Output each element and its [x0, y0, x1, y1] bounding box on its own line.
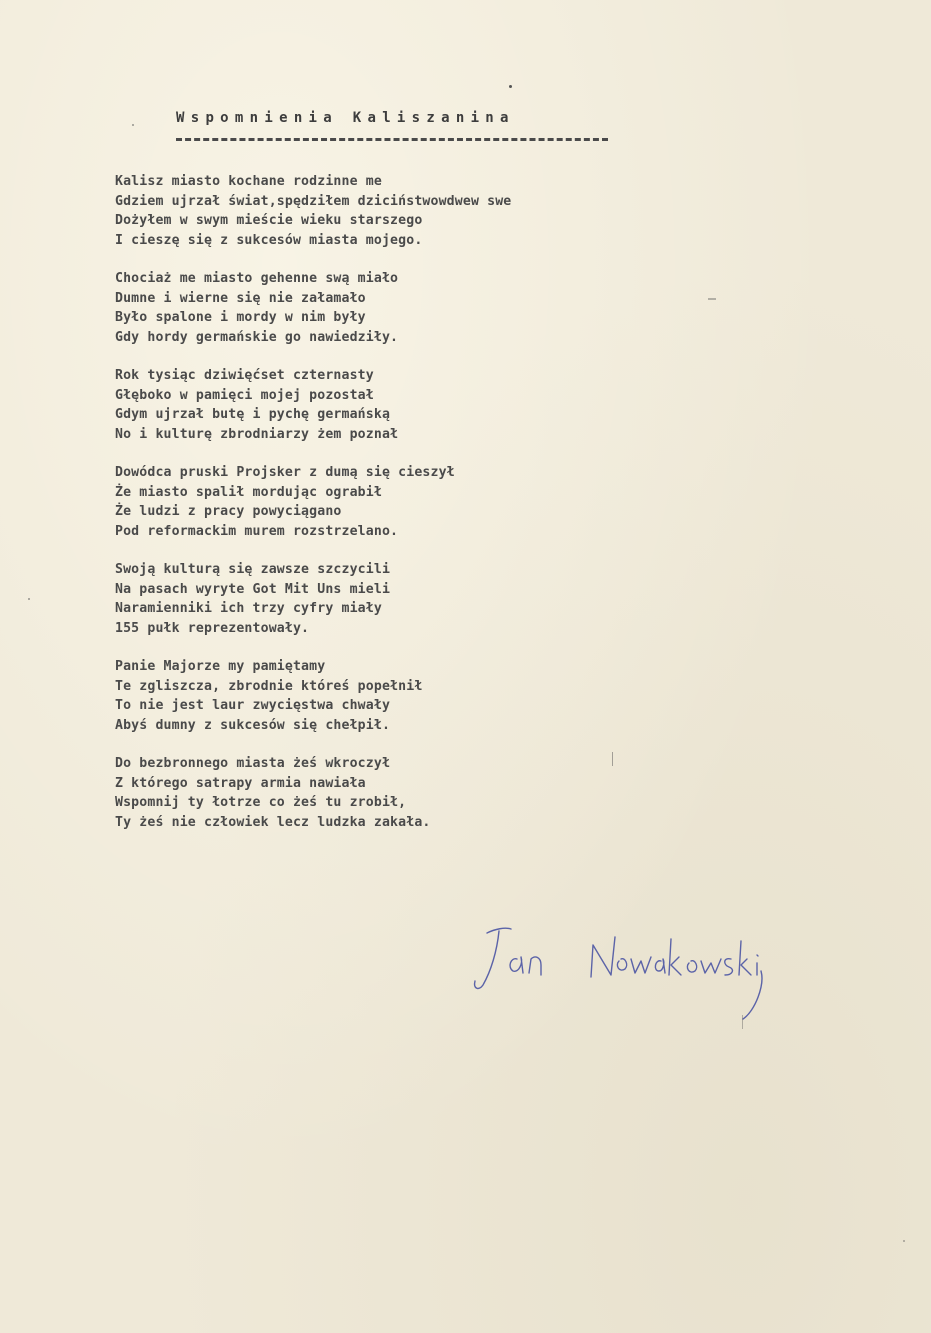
poem-line: Swoją kulturą się zawsze szczycili	[115, 562, 391, 577]
stanza	[115, 172, 635, 250]
poem-line: Do bezbronnego miasta żeś wkroczył	[115, 756, 391, 771]
poem-line: Dowódca pruski Projsker z dumą się cieszył	[115, 465, 455, 480]
poem-title: Wspomnienia Kaliszanina	[176, 110, 515, 126]
stanza	[115, 754, 635, 832]
poem-line: No i kulturę zbrodniarzy żem poznał	[115, 426, 399, 442]
poem-line: Dumne i wierne się nie załamało	[115, 290, 366, 306]
poem-line: Gdy hordy germańskie go nawiedziły.	[115, 329, 399, 345]
stanza	[115, 463, 635, 541]
paper-speck	[132, 124, 134, 126]
poem-line: Chociaż me miasto gehenne swą miało	[115, 271, 399, 286]
poem-line: Że ludzi z pracy powyciągano	[115, 504, 342, 519]
poem-line: Dożyłem w swym mieście wieku starszego	[115, 213, 423, 228]
poem-line: Kalisz miasto kochane rodzinne me	[115, 174, 382, 189]
paper-speck	[28, 598, 30, 600]
poem-line: Z którego satrapy armia nawiała	[115, 775, 366, 791]
paper-speck	[509, 85, 512, 88]
stanza	[115, 657, 635, 735]
title-underline	[176, 138, 608, 141]
paper-speck	[708, 298, 716, 300]
poem-line: Abyś dumny z sukcesów się chełpił.	[115, 717, 391, 733]
poem-line: Głęboko w pamięci mojej pozostał	[115, 387, 374, 403]
stanza	[115, 269, 635, 347]
poem-line: Ty żeś nie człowiek lecz ludzka zakała.	[115, 814, 431, 830]
stanza	[115, 560, 635, 638]
paper-speck	[612, 752, 613, 766]
poem-line: Było spalone i mordy w nim były	[115, 310, 366, 325]
poem-line: Naramienniki ich trzy cyfry miały	[115, 601, 382, 616]
poem-line: I cieszę się z sukcesów miasta mojego.	[115, 232, 423, 248]
handwritten-signature	[465, 915, 785, 1025]
poem-line: Gdym ujrzał butę i pychę germańską	[115, 407, 391, 422]
poem-line: Pod reformackim murem rozstrzelano.	[115, 523, 399, 539]
poem-line: Gdziem ujrzał świat,spędziłem dziciństwowdwew swe	[115, 193, 512, 209]
poem-line: Rok tysiąc dziwięćset czternasty	[115, 368, 374, 383]
paper-speck	[903, 1240, 905, 1242]
poem-line: Te zgliszcza, zbrodnie któreś popełnił	[115, 678, 423, 694]
paper-speck	[742, 1015, 743, 1029]
stanza	[115, 366, 635, 444]
poem-line: Panie Majorze my pamiętamy	[115, 659, 326, 674]
poem-line: 155 pułk reprezentowały.	[115, 620, 310, 636]
poem-body	[115, 172, 635, 851]
poem-line: Że miasto spalił mordując ograbił	[115, 484, 382, 500]
poem-line: Wspomnij ty łotrze co żeś tu zrobił,	[115, 795, 407, 810]
poem-line: To nie jest laur zwycięstwa chwały	[115, 698, 391, 713]
poem-line: Na pasach wyryte Got Mit Uns mieli	[115, 581, 391, 597]
